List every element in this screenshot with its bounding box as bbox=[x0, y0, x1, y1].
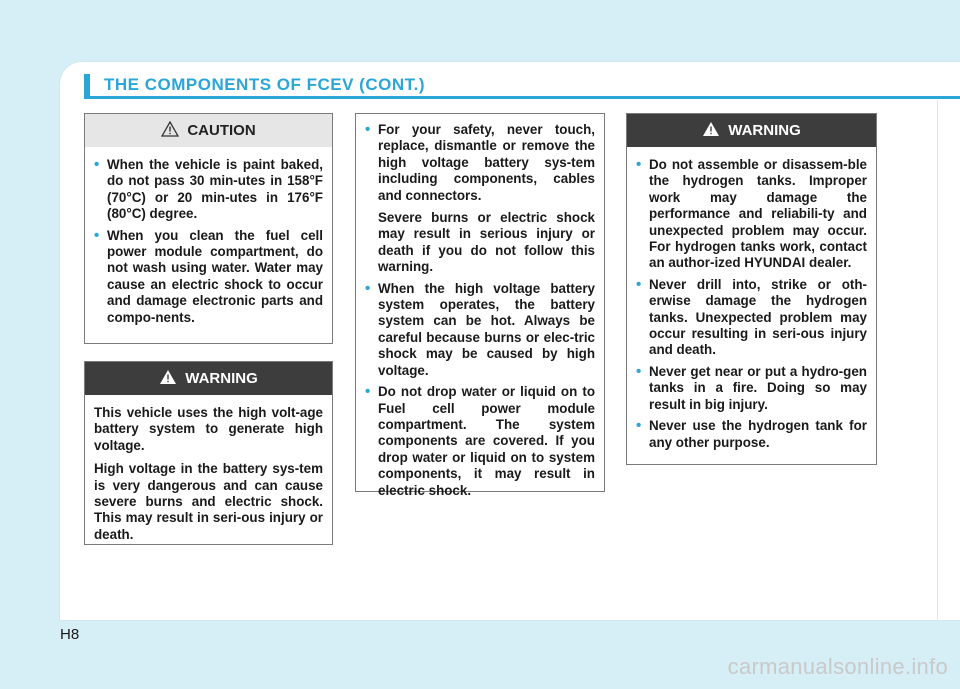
warning-paragraph: This vehicle uses the high volt-age battery system to generate high voltage. bbox=[94, 405, 323, 453]
warning-heading: WARNING bbox=[185, 370, 258, 387]
right-margin-rule bbox=[937, 100, 938, 620]
list-item: • When the high voltage battery system operates, the battery system can be hot. Always be careful because burns or elec-tric shock may be caused by high voltage. bbox=[365, 281, 595, 379]
list-item: • Never drill into, strike or oth-erwise damage the hydrogen tanks. Unexpected problem may occur resulting in seri-ous injury and death. bbox=[636, 277, 867, 359]
warning-paragraph: High voltage in the battery sys-tem is very dangerous and can cause severe burns and electric shock. This may result in seri-ous injury or death. bbox=[94, 461, 323, 542]
list-item: • When you clean the fuel cell power module compartment, do not wash using water. Water may cause an electric shock to occur and damage electronic parts and compo-nents. bbox=[94, 228, 323, 326]
list-item: • Never get near or put a hydro-gen tanks in a fire. Doing so may result in big injury. bbox=[636, 364, 867, 413]
list-item: • Do not assemble or disassem-ble the hydrogen tanks. Improper work may damage the performance and reliabili-ty and unexpected problem may occur. For hydrogen tanks work, contact an author-ized HYUNDAI dealer. bbox=[636, 157, 867, 272]
warning-triangle-icon bbox=[702, 121, 720, 141]
safety-box-high-voltage bbox=[355, 113, 605, 498]
warning-heading: WARNING bbox=[728, 122, 801, 139]
section-title: THE COMPONENTS OF FCEV (CONT.) bbox=[104, 75, 425, 94]
list-item-subtext: Severe burns or electric shock may result in serious injury or death if you do not follow this warning. bbox=[378, 210, 595, 275]
list-item: • Do not drop water or liquid on to Fuel cell power module compartment. The system components are covered. If you drop water or liquid on to system components, it may result in electric shock. bbox=[365, 384, 595, 499]
list-item: • When the vehicle is paint baked, do not pass 30 min-utes in 158°F (70°C) or 20 min-utes in 176°F (80°C) degree. bbox=[94, 157, 323, 223]
caution-box bbox=[84, 113, 333, 344]
warning-triangle-icon bbox=[159, 369, 177, 389]
warning-box-battery bbox=[84, 361, 333, 545]
warning-header bbox=[85, 362, 332, 395]
caution-heading: CAUTION bbox=[187, 122, 256, 139]
list-item: • Never use the hydrogen tank for any other purpose. bbox=[636, 418, 867, 451]
page-number: H8 bbox=[60, 626, 80, 643]
watermark: carmanualsonline.info bbox=[727, 654, 948, 679]
caution-triangle-icon bbox=[161, 121, 179, 141]
warning-header bbox=[627, 114, 876, 147]
list-item-text: For your safety, never touch, replace, dismantle or remove the high voltage battery sys-tem including components, cables and connectors. bbox=[378, 122, 595, 203]
list-item bbox=[365, 122, 595, 276]
caution-header bbox=[85, 114, 332, 147]
header-accent bbox=[84, 74, 90, 99]
warning-box-hydrogen bbox=[626, 113, 877, 465]
